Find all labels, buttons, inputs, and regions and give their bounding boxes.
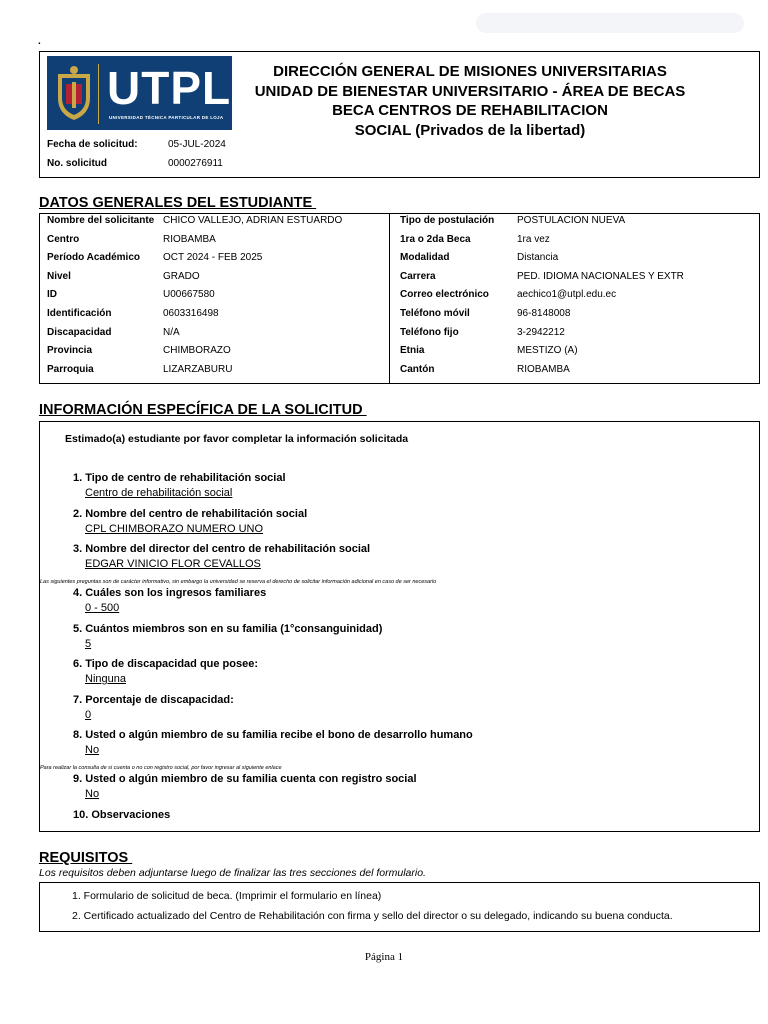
title-line: SOCIAL (Privados de la libertad) bbox=[354, 121, 586, 139]
field-value: 1ra vez bbox=[517, 233, 550, 245]
field-value: 0603316498 bbox=[163, 308, 219, 319]
field-value: OCT 2024 - FEB 2025 bbox=[163, 252, 263, 264]
answer-9: No bbox=[85, 788, 100, 800]
question-1: 1. Tipo de centro de rehabilitación social bbox=[73, 472, 286, 484]
university-crest-icon bbox=[54, 64, 94, 124]
informative-note: Las siguientes preguntas son de carácter informativo, sin embargo la universidad se reserva el derecho de solicitar información adicional en caso de ser necesario bbox=[40, 579, 437, 585]
fecha-row bbox=[47, 139, 138, 150]
utpl-logo bbox=[47, 56, 232, 130]
section-title-datos: DATOS GENERALES DEL ESTUDIANTE bbox=[39, 195, 317, 211]
field-value: RIOBAMBA bbox=[517, 363, 570, 375]
fecha-value: 05-JUL-2024 bbox=[168, 139, 226, 150]
fecha-label: Fecha de solicitud: bbox=[47, 139, 138, 150]
field-label: 1ra o 2da Beca bbox=[400, 233, 471, 245]
field-label: Nivel bbox=[47, 270, 71, 282]
table-row bbox=[40, 307, 759, 326]
field-label: Correo electrónico bbox=[400, 289, 489, 301]
field-label: Teléfono fijo bbox=[400, 326, 459, 338]
table-row bbox=[40, 344, 759, 363]
numero-value: 0000276911 bbox=[168, 158, 223, 169]
question-8: 8. Usted o algún miembro de su familia recibe el bono de desarrollo humano bbox=[73, 729, 473, 741]
question-5: 5. Cuántos miembros son en su familia (1°consanguinidad) bbox=[73, 623, 383, 635]
field-label: Período Académico bbox=[47, 252, 140, 264]
field-value: CHICO VALLEJO, ADRIAN ESTUARDO bbox=[163, 215, 343, 226]
field-value: LIZARZABURU bbox=[163, 363, 233, 375]
field-value: 96-8148008 bbox=[517, 308, 571, 319]
logo-subtext: UNIVERSIDAD TÉCNICA PARTICULAR DE LOJA bbox=[109, 115, 224, 120]
title-line: DIRECCIÓN GENERAL DE MISIONES UNIVERSITARIAS bbox=[273, 63, 667, 80]
field-value: PED. IDIOMA NACIONALES Y EXTR bbox=[517, 270, 684, 282]
field-value: GRADO bbox=[163, 270, 200, 282]
table-row bbox=[40, 270, 759, 289]
form-header bbox=[39, 51, 760, 178]
field-value: Distancia bbox=[517, 252, 559, 264]
search-bar[interactable] bbox=[476, 13, 744, 33]
answer-2: CPL CHIMBORAZO NUMERO UNO bbox=[85, 523, 264, 535]
table-row bbox=[40, 233, 759, 252]
field-label: Parroquia bbox=[47, 363, 94, 375]
requisitos-box bbox=[39, 882, 760, 932]
question-10: 10. Observaciones bbox=[73, 809, 171, 821]
requisito-item: 1. Formulario de solicitud de beca. (Imprimir el formulario en línea) bbox=[72, 890, 382, 902]
field-value: RIOBAMBA bbox=[163, 233, 216, 245]
field-label: Centro bbox=[47, 233, 80, 245]
field-value: U00667580 bbox=[163, 289, 215, 301]
title-line: UNIDAD DE BIENESTAR UNIVERSITARIO - ÁREA DE BECAS bbox=[254, 82, 686, 100]
field-label: Teléfono móvil bbox=[400, 308, 470, 319]
question-3: 3. Nombre del director del centro de rehabilitación social bbox=[73, 543, 371, 555]
page-number: Página 1 bbox=[364, 951, 404, 963]
field-label: Discapacidad bbox=[47, 326, 112, 338]
question-6: 6. Tipo de discapacidad que posee: bbox=[73, 658, 259, 670]
table-row bbox=[40, 288, 759, 307]
answer-7: 0 bbox=[85, 709, 92, 721]
field-value: MESTIZO (A) bbox=[517, 345, 578, 357]
field-label: Modalidad bbox=[400, 252, 450, 264]
form-title bbox=[247, 62, 693, 140]
question-7: 7. Porcentaje de discapacidad: bbox=[73, 694, 234, 706]
field-label: Provincia bbox=[47, 345, 93, 357]
logo-wordmark: UTPL bbox=[107, 62, 232, 114]
answer-3: EDGAR VINICIO FLOR CEVALLOS bbox=[85, 558, 261, 570]
question-4: 4. Cuáles son los ingresos familiares bbox=[73, 587, 267, 599]
title-line: BECA CENTROS DE REHABILITACION bbox=[332, 102, 608, 119]
intro-text: Estimado(a) estudiante por favor completar la información solicitada bbox=[65, 433, 409, 445]
field-value: CHIMBORAZO bbox=[163, 345, 231, 357]
table-row bbox=[40, 363, 759, 382]
answer-5: 5 bbox=[85, 638, 92, 650]
answer-4: 0 - 500 bbox=[85, 602, 120, 614]
datos-generales-table bbox=[39, 213, 760, 384]
requisito-item: 2. Certificado actualizado del Centro de Rehabilitación con firma y sello del director o su delegado, indicando su buena conducta. bbox=[72, 910, 673, 922]
field-value: aechico1@utpl.edu.ec bbox=[517, 289, 617, 301]
logo-divider bbox=[98, 64, 99, 124]
field-label: Carrera bbox=[400, 270, 436, 282]
answer-8: No bbox=[85, 744, 100, 756]
table-row bbox=[40, 214, 759, 233]
field-value: 3-2942212 bbox=[517, 326, 565, 338]
numero-row bbox=[47, 158, 107, 169]
answer-1: Centro de rehabilitación social bbox=[85, 487, 233, 499]
question-9: 9. Usted o algún miembro de su familia cuenta con registro social bbox=[73, 773, 417, 785]
field-label: Identificación bbox=[47, 308, 112, 319]
field-label: ID bbox=[47, 289, 57, 301]
field-label: Nombre del solicitante bbox=[47, 215, 155, 226]
requisitos-subtitle: Los requisitos deben adjuntarse luego de finalizar las tres secciones del formulario. bbox=[39, 867, 426, 879]
question-2: 2. Nombre del centro de rehabilitación social bbox=[73, 508, 308, 520]
informacion-box bbox=[39, 421, 760, 832]
field-value: POSTULACION NUEVA bbox=[517, 215, 626, 226]
field-value: N/A bbox=[163, 326, 180, 338]
numero-label: No. solicitud bbox=[47, 158, 107, 169]
answer-6: Ninguna bbox=[85, 673, 126, 685]
table-row bbox=[40, 326, 759, 345]
table-row bbox=[40, 251, 759, 270]
section-title-requisitos: REQUISITOS bbox=[39, 850, 133, 866]
registro-note: Para realizar la consulta de si cuenta o no con registro social, por favor ingresar al siguiente enlace bbox=[40, 765, 282, 771]
field-label: Etnia bbox=[400, 345, 425, 357]
field-label: Cantón bbox=[400, 363, 435, 375]
section-title-informacion: INFORMACIÓN ESPECÍFICA DE LA SOLICITUD bbox=[39, 402, 367, 418]
page-mark: . bbox=[38, 36, 41, 47]
field-label: Tipo de postulación bbox=[400, 215, 495, 226]
